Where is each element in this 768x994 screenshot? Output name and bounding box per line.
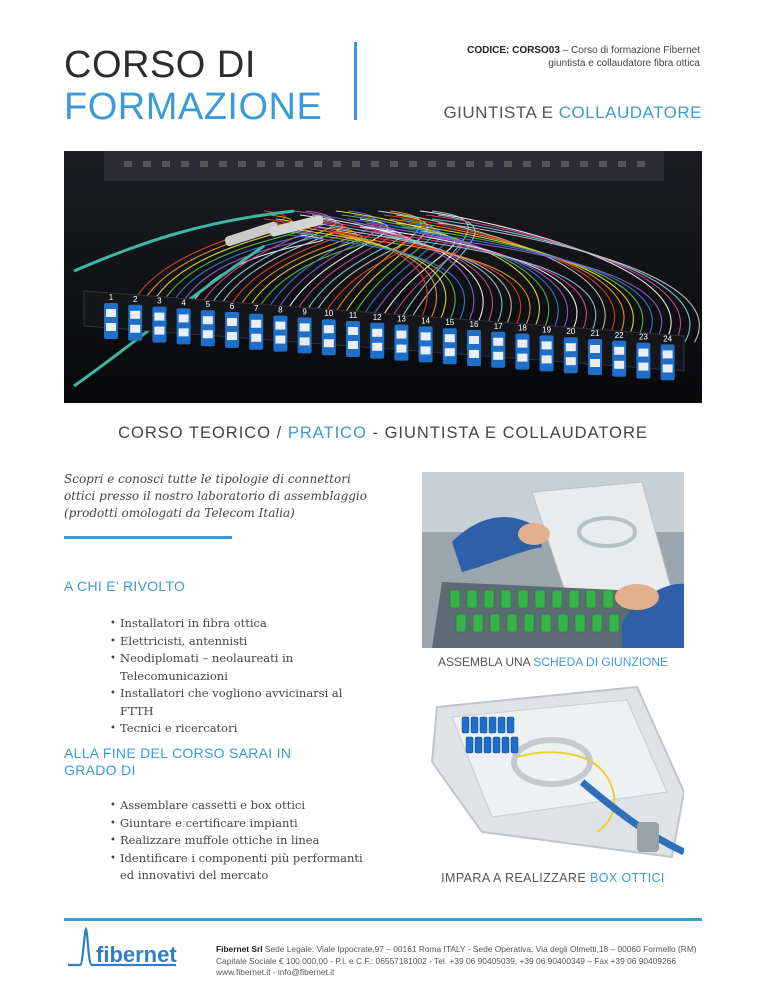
photo-splice-tray-assembly [422,472,684,648]
caption-2-part-1: IMPARA A REALIZZARE [441,871,590,885]
port-connector [249,314,263,350]
intro-line-1: Scopri e conosci tutte le tipologie di connettori [64,472,351,486]
port-connector [467,330,481,366]
caption-2-part-2: BOX OTTICI [589,871,665,885]
subtitle-part-2: COLLAUDATORE [558,103,702,122]
port-number: 12 [372,312,382,322]
port-number: 2 [132,294,138,304]
port-number: 14 [421,316,431,326]
port-connector [443,328,457,364]
intro-text [64,471,384,522]
subtitle-part-1: GIUNTISTA E [443,103,559,122]
list-item: • Installatori in fibra ottica [110,615,370,633]
port-connector [370,323,384,359]
port-number: 23 [638,332,648,342]
footer-divider [64,918,702,921]
port-connector [225,312,239,348]
section-target-heading: A CHI E’ RIVOLTO [64,578,186,594]
port-number: 22 [614,330,624,340]
title-divider [354,42,357,120]
port-connector [273,316,287,352]
port-number: 4 [181,298,186,308]
port-connector [612,341,626,377]
list-item: • Tecnici e ricercatori [110,720,370,738]
port-number: 16 [469,320,479,329]
port-connector [636,343,650,379]
list-item: • Neodiplomati – neolaureati in Telecomunicazioni [110,650,370,685]
list-item: • Realizzare muffole ottiche in linea [110,832,370,850]
course-code-desc-2: giuntista e collaudatore fibra ottica [548,58,700,69]
splice-tray-illustration [422,472,684,648]
port-number: 3 [157,296,162,306]
port-connector [564,337,578,373]
footer-line-3: www.fibernet.it - info@fibernet.it [216,967,335,977]
port-number: 13 [396,314,406,324]
list-item: • Assemblare cassetti e box ottici [110,797,370,815]
intro-divider [64,536,232,539]
port-connector [152,307,166,343]
intro-line-3: (prodotti omologati da Telecom Italia) [64,506,295,520]
course-heading [64,424,702,443]
course-code-label: CODICE: CORSO03 [467,45,560,56]
caption-1-part-1: ASSEMBLA UNA [437,655,534,669]
title-line-1: CORSO DI [64,44,256,86]
footer-company-info [216,944,716,979]
port-number: 19 [542,325,552,335]
port-number: 5 [205,300,211,310]
list-item: • Giuntare e certificare impianti [110,815,370,833]
list-item: • Identificare i componenti più performanti ed innovativi del mercato [110,850,370,885]
port-number: 11 [348,311,358,320]
port-number: 10 [324,309,334,319]
course-code [380,44,700,70]
port-number: 20 [566,327,576,337]
intro-line-2: ottici presso il nostro laboratorio di assemblaggio [64,489,367,503]
fibernet-logo-mark [66,925,186,975]
outcomes-list [110,797,370,885]
port-connector [419,326,433,362]
port-connector [346,321,360,357]
caption-1-part-2: SCHEDA DI GIUNZIONE [533,655,669,669]
hero-photo-patch-panel [64,151,702,403]
port-number: 6 [229,302,235,311]
port-connector [177,308,191,344]
port-connector [661,344,675,380]
target-list [110,615,370,738]
port-connector [491,332,505,368]
course-heading-part-1: CORSO TEORICO / [118,424,288,442]
footer-line-1: Sede Legale: Viale Ippocrate,97 – 00161 Roma ITALY - Sede Operativa: Via degli Olmetti,18 – 00060 Formello (RM) [262,944,697,954]
port-connector [128,305,142,341]
port-connector [201,310,215,346]
course-heading-part-3: - GIUNTISTA E COLLAUDATORE [366,424,648,442]
port-connector [298,317,312,353]
list-item: • Elettricisti, antennisti [110,633,370,651]
port-number: 18 [517,323,527,333]
port-number: 15 [445,318,455,328]
port-connector [515,334,529,370]
caption-splice-card [422,655,684,669]
footer-company: Fibernet Srl [216,944,263,954]
port-number: 8 [278,305,283,315]
course-code-desc-1: – Corso di formazione Fibernet [559,45,700,56]
photo-optical-box [422,682,684,864]
logo-wordmark: fibernet [96,942,177,967]
port-connector [394,325,408,361]
port-number: 1 [108,293,114,302]
port-number: 9 [302,307,307,317]
optical-box-illustration [422,682,684,864]
section-outcomes-heading: ALLA FINE DEL CORSO SARAI IN GRADO DI [64,745,292,778]
port-connector [322,319,336,355]
course-heading-part-2: PRATICO [287,424,367,442]
subtitle [380,103,702,123]
port-connector [540,335,554,371]
title-line-2: FORMAZIONE [64,86,323,128]
fibernet-logo [66,925,186,975]
caption-optical-box [422,871,684,885]
port-number: 24 [663,334,673,344]
port-number: 17 [493,321,503,331]
list-item: • Installatori che vogliono avvicinarsi al FTTH [110,685,370,720]
port-connector [104,303,118,339]
footer-line-2: Capitale Sociale € 100.000,00 - P.I. e C.F.: 06557181002 - Tel. +39 06 90405039, +39 06 90400349 – Fax +39 06 90409266 [216,955,676,966]
port-connector [588,339,602,375]
port-number: 7 [253,303,259,313]
port-number: 21 [590,329,600,338]
patch-panel-illustration [64,151,702,403]
